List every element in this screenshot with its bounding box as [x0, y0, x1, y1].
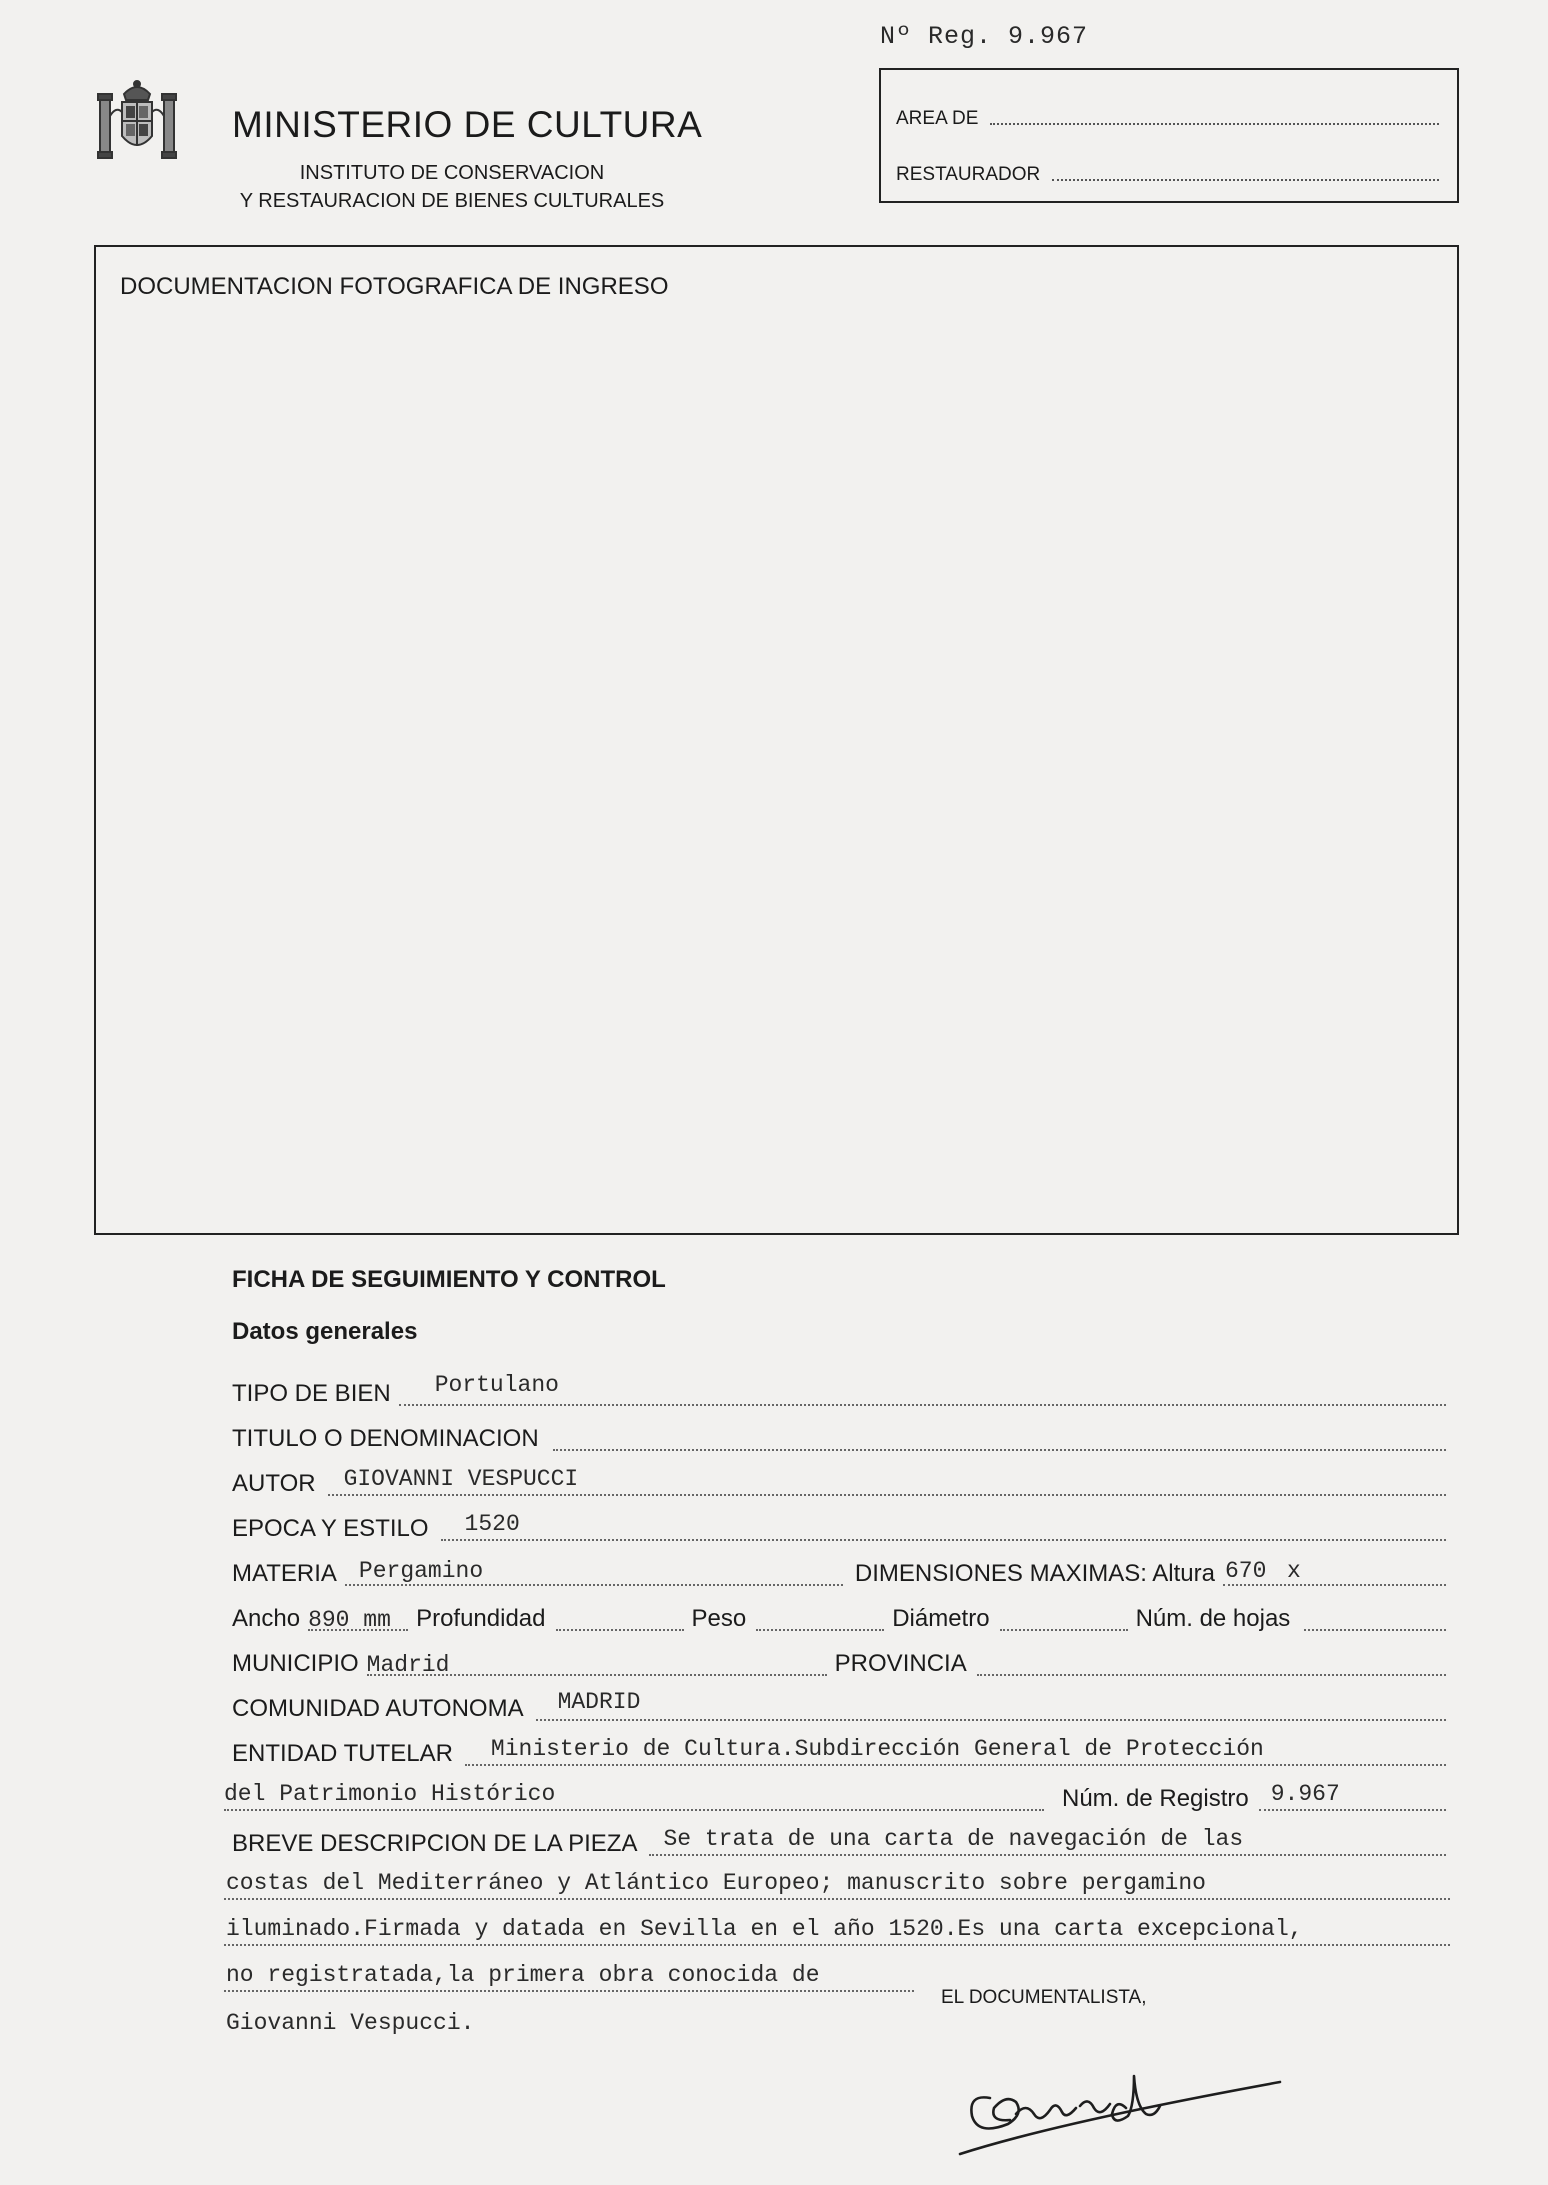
- titulo-field: [553, 1427, 1446, 1451]
- epoca-field: [441, 1511, 1446, 1541]
- area-de-field: [896, 108, 1439, 130]
- peso-label: Peso: [691, 1605, 747, 1632]
- dimensiones-label: DIMENSIONES MAXIMAS: Altura: [854, 1560, 1215, 1587]
- num-registro-label: Núm. de Registro: [1062, 1785, 1249, 1812]
- diametro-label: Diámetro: [892, 1605, 990, 1632]
- descripcion-label: BREVE DESCRIPCION DE LA PIEZA: [232, 1830, 638, 1857]
- institute-name-line2: Y RESTAURACION DE BIENES CULTURALES: [239, 190, 665, 212]
- descripcion-value-line3: iluminado.Firmada y datada en Sevilla en el año 1520.Es una carta excepcional,: [226, 1916, 1303, 1942]
- row-descripcion: [232, 1822, 1454, 1856]
- tipo-de-bien-value: Portulano: [434, 1372, 559, 1398]
- documentalista-label: EL DOCUMENTALISTA,: [941, 1987, 1147, 2008]
- row-titulo: [232, 1417, 1454, 1451]
- restaurador-line: [1052, 178, 1439, 181]
- autor-label: AUTOR: [232, 1470, 316, 1497]
- descripcion-value-line5: Giovanni Vespucci.: [226, 2010, 475, 2036]
- profundidad-label: Profundidad: [416, 1605, 546, 1632]
- autor-value: GIOVANNI VESPUCCI: [343, 1466, 579, 1492]
- peso-field: [756, 1607, 884, 1631]
- materia-label: MATERIA: [232, 1560, 337, 1587]
- num-hojas-label: Núm. de hojas: [1135, 1605, 1291, 1632]
- descripcion-value-line1: Se trata de una carta de navegación de las: [663, 1826, 1244, 1852]
- num-hojas-field: [1304, 1607, 1446, 1631]
- spain-coat-of-arms-icon: [96, 76, 178, 166]
- municipio-label: MUNICIPIO: [232, 1650, 359, 1677]
- autor-field: [328, 1466, 1446, 1496]
- comunidad-value: MADRID: [557, 1689, 641, 1715]
- diametro-field: [1000, 1607, 1128, 1631]
- provincia-field: [977, 1652, 1446, 1676]
- tipo-de-bien-label: TIPO DE BIEN: [232, 1380, 391, 1407]
- descripcion-field-line4: [224, 1958, 914, 1992]
- materia-value: Pergamino: [358, 1558, 484, 1584]
- area-restaurador-box: [879, 68, 1459, 203]
- photo-documentation-box: [94, 245, 1459, 1235]
- photo-documentation-title: DOCUMENTACION FOTOGRAFICA DE INGRESO: [120, 273, 669, 300]
- institute-name-line1: INSTITUTO DE CONSERVACION: [299, 162, 605, 184]
- num-registro-field: [1259, 1781, 1446, 1811]
- titulo-label: TITULO O DENOMINACION: [232, 1425, 539, 1452]
- entidad-label: ENTIDAD TUTELAR: [232, 1740, 453, 1767]
- ficha-title: FICHA DE SEGUIMIENTO Y CONTROL: [232, 1266, 666, 1293]
- entidad-field-line2: [224, 1781, 1044, 1811]
- restaurador-field: [896, 164, 1439, 186]
- row-materia: [232, 1552, 1454, 1586]
- ministry-name: MINISTERIO DE CULTURA: [232, 104, 703, 145]
- section-heading-datos-generales: Datos generales: [232, 1318, 418, 1345]
- area-de-line: [990, 122, 1439, 125]
- provincia-label: PROVINCIA: [834, 1650, 967, 1677]
- row-comunidad: [232, 1687, 1454, 1721]
- entidad-value-line2: del Patrimonio Histórico: [224, 1781, 556, 1807]
- descripcion-field-line3: [224, 1912, 1450, 1946]
- row-entidad: [232, 1732, 1454, 1766]
- row-tipo-de-bien: [232, 1372, 1454, 1406]
- entidad-field-line1: [465, 1736, 1446, 1766]
- row-municipio: [232, 1642, 1454, 1676]
- municipio-field: [367, 1652, 827, 1676]
- ancho-value: 890 mm: [308, 1607, 391, 1633]
- descripcion-value-line2: costas del Mediterráneo y Atlántico Europeo; manuscrito sobre pergamino: [226, 1870, 1206, 1896]
- signature-image: [950, 2036, 1290, 2166]
- materia-field: [345, 1558, 843, 1586]
- municipio-value: Madrid: [366, 1652, 450, 1678]
- dimension-x-label: x: [1287, 1558, 1301, 1584]
- ancho-field: [308, 1607, 408, 1631]
- ancho-label: Ancho: [232, 1605, 301, 1632]
- row-ancho: [232, 1597, 1454, 1631]
- restaurador-label: RESTAURADOR: [896, 164, 1041, 185]
- epoca-label: EPOCA Y ESTILO: [232, 1515, 429, 1542]
- profundidad-field: [556, 1607, 684, 1631]
- row-autor: [232, 1462, 1454, 1496]
- comunidad-field: [536, 1689, 1446, 1721]
- epoca-value: 1520: [464, 1511, 520, 1537]
- altura-value: 670: [1225, 1558, 1267, 1584]
- row-epoca: [232, 1507, 1454, 1541]
- descripcion-field-line1: [649, 1826, 1446, 1856]
- descripcion-field-line2: [224, 1866, 1450, 1900]
- comunidad-label: COMUNIDAD AUTONOMA: [232, 1695, 524, 1722]
- altura-field: [1223, 1558, 1446, 1586]
- area-de-label: AREA DE: [896, 108, 979, 129]
- entidad-value-line1: Ministerio de Cultura.Subdirección General de Protección: [490, 1736, 1264, 1762]
- descripcion-value-line4: no registratada,la primera obra conocida de: [226, 1962, 820, 1988]
- tipo-de-bien-field: [399, 1372, 1446, 1406]
- registration-number: Nº Reg. 9.967: [880, 22, 1089, 51]
- row-entidad-2: [224, 1777, 1454, 1811]
- num-registro-value: 9.967: [1270, 1781, 1340, 1807]
